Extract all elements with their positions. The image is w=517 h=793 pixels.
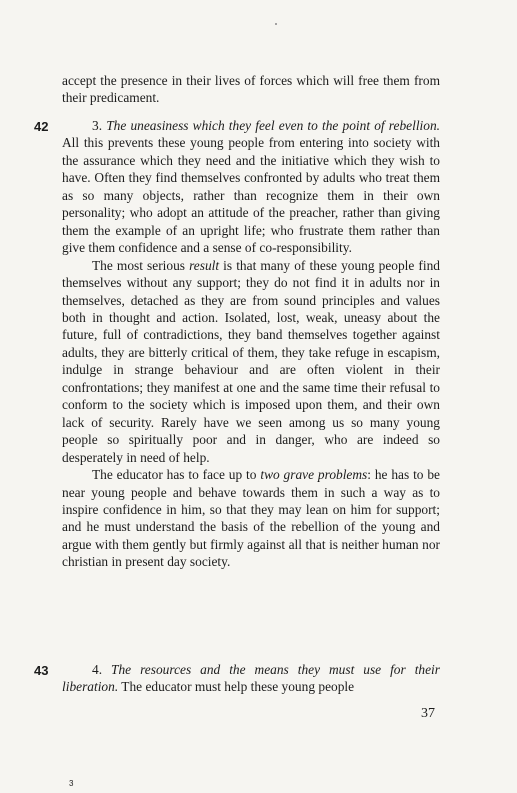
section-number-43: 43 — [34, 663, 49, 678]
speck — [275, 23, 277, 25]
page-number: 37 — [421, 706, 435, 721]
section-43 — [62, 661, 440, 696]
body-text: accept the presence in their lives of forces which will free them from their predicament. — [62, 73, 440, 106]
section-heading: The uneasiness which they feel even to the point of rebellion. — [106, 118, 440, 133]
body-text: All this prevents these young people from entering into society with the assurance which they need and the initiative which they wish to have. Often they find themselves confronted by adults who treat them as so many objects, rather than recognize them in their own personality; who adopt an attitude of the preacher, rather than giving them the example of an upright life; who frustrate them rather than give them confidence and a sense of co-responsibility. — [62, 135, 440, 256]
continued-paragraph — [62, 72, 440, 107]
section-42-paragraph-3: The educator has to face up to two grave problems: he has to be near young people and behave towards them in such a way as to inspire confidence in him, so that they may lean on him for support; and he must understand the basis of the rebellion of the young and argue with them gently but firmly against all that is neither human nor christian in present day society. — [62, 467, 440, 570]
heading-number: 4. — [92, 662, 103, 677]
heading-number: 3. — [92, 118, 103, 133]
section-43-paragraph-1 — [62, 661, 440, 696]
section-42 — [62, 117, 440, 571]
section-number-42: 42 — [34, 119, 49, 134]
section-heading: The resources and the means they must use for their liberation. — [62, 662, 440, 695]
signature-mark: 3 — [69, 779, 74, 788]
section-42-paragraph-1 — [62, 117, 440, 257]
emphasis: two grave problems — [260, 467, 368, 483]
emphasis: result — [189, 257, 220, 273]
section-42-paragraph-2: The most serious result is that many of these young people find themselves without any support; they do not find it in adults nor in themselves, detached as they are from sound principles and values both in thought and action. Isolated, lost, weak, uneasy about the future, full of contradictions, they band themselves together against adults, they are bitterly critical of them, they take refuge in escapism, indulge in strange behaviour and are often violent in their confrontations; they manifest at one and the same time their refusal to conform to the society which is imposed upon them, and their own lack of security. Rarely have we seen among us so many young people so spiritually poor and in danger, who are indeed so desperately in need of help. — [62, 257, 440, 465]
body-text: The educator must help these young people — [121, 679, 355, 695]
